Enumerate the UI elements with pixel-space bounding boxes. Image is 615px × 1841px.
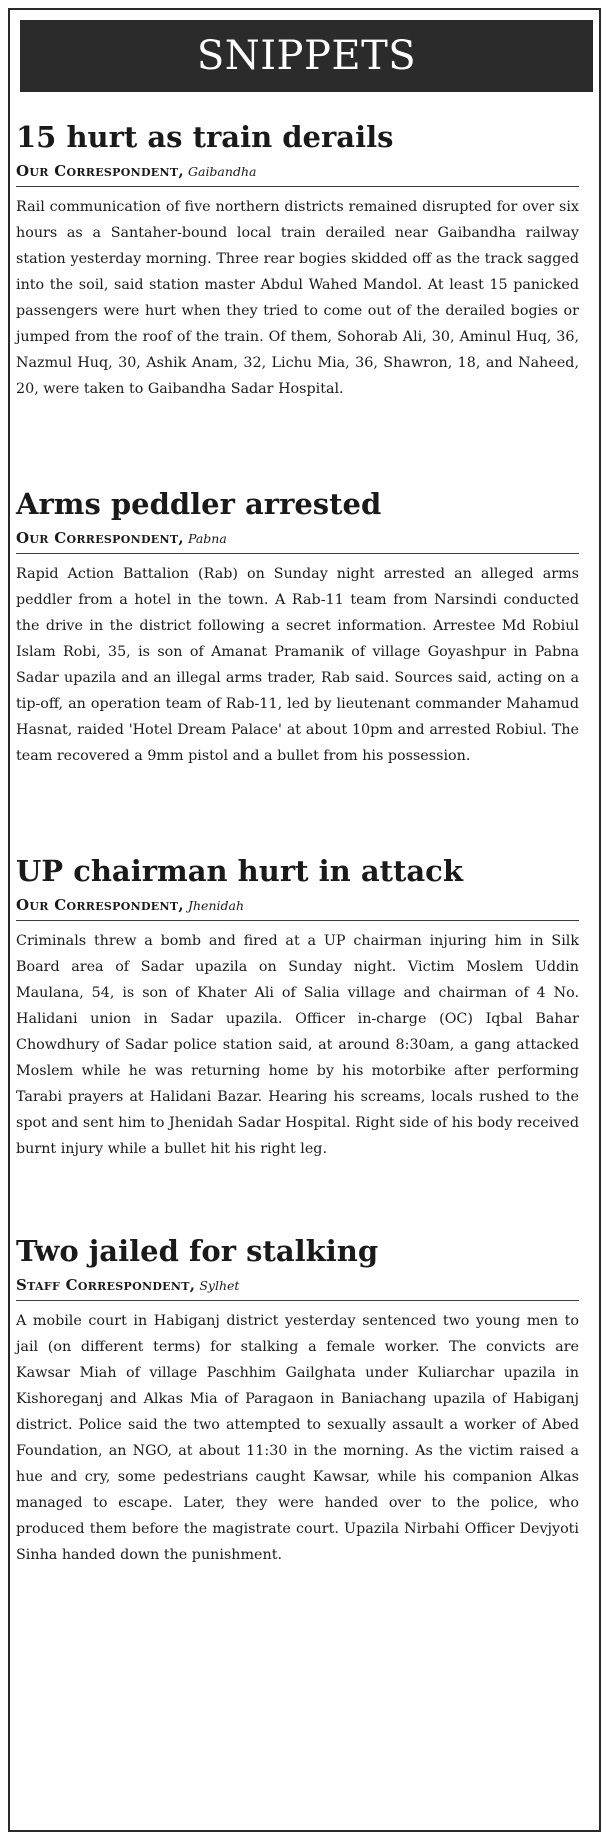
article-headline: Two jailed for stalking bbox=[16, 1234, 379, 1268]
byline-place: Pabna bbox=[188, 531, 227, 546]
article-body: Rail communication of five northern districts remained disrupted for over six hours as a Santaher-bound local train derailed near Gaibandha railway station yesterday morning. Three rear bogies skidded off as the track sagged into the soil, said station master Abdul Wahed Mandol. At least 15 panicked passengers were hurt when they tried to come out of the derailed bogies or jumped from the roof of the train. Of them, Sohorab Ali, 30, Aminul Huq, 36, Nazmul Huq, 30, Ashik Anam, 32, Lichu Mia, 36, Shawron, 18, and Naheed, 20, were taken to Gaibandha Sadar Hospital. bbox=[16, 199, 579, 397]
article-train-derail bbox=[16, 118, 579, 402]
article-arms-peddler bbox=[16, 485, 579, 769]
byline-role: Our Correspondent, bbox=[16, 896, 184, 914]
article-body: Rapid Action Battalion (Rab) on Sunday night arrested an alleged arms peddler from a hotel in the town. A Rab-11 team from Narsindi conducted the drive in the district following a secret information. Arrestee Md Robiul Islam Robi, 35, is son of Amanat Pramanik of village Goyashpur in Pabna Sadar upazila and an illegal arms trader, Rab said. Sources said, acting on a tip-off, an operation team of Rab-11, led by lieutenant commander Mahamud Hasnat, raided 'Hotel Dream Palace' at about 10pm and arrested Robiul. The team recovered a 9mm pistol and a bullet from his possession. bbox=[16, 566, 579, 764]
article-stalking bbox=[16, 1232, 579, 1568]
article-body: Criminals threw a bomb and fired at a UP chairman injuring him in Silk Board area of Sadar upazila on Sunday night. Victim Moslem Uddin Maulana, 54, is son of Khater Ali of Salia village and chairman of 4 No. Halidani union in Sadar upazila. Officer in-charge (OC) Iqbal Bahar Chowdhury of Sadar police station said, at around 8:30am, a gang attacked Moslem while he was returning home by his motorbike after performing Tarabi prayers at Halidani Bazar. Hearing his screams, locals rushed to the spot and sent him to Jhenidah Sadar Hospital. Right side of his body received burnt injury while a bullet hit his right leg. bbox=[16, 933, 579, 1157]
section-banner: SNIPPETS bbox=[20, 20, 593, 92]
article-headline: 15 hurt as train derails bbox=[16, 120, 394, 154]
article-byline bbox=[16, 156, 579, 187]
byline-role: Staff Correspondent, bbox=[16, 1276, 196, 1294]
article-byline bbox=[16, 890, 579, 921]
article-byline bbox=[16, 1270, 579, 1301]
byline-place: Sylhet bbox=[199, 1278, 240, 1293]
article-byline bbox=[16, 523, 579, 554]
byline-place: Gaibandha bbox=[188, 164, 257, 179]
article-body: A mobile court in Habiganj district yesterday sentenced two young men to jail (on different terms) for stalking a female worker. The convicts are Kawsar Miah of village Paschhim Gailghata under Kuliarchar upazila in Kishoreganj and Alkas Mia of Paragaon in Baniachang upazila of Habiganj district. Police said the two attempted to sexually assault a worker of Abed Foundation, an NGO, at about 11:30 in the morning. As the victim raised a hue and cry, some pedestrians caught Kawsar, while his companion Alkas managed to escape. Later, they were handed over to the police, who produced them before the magistrate court. Upazila Nirbahi Officer Devjyoti Sinha handed down the punishment. bbox=[16, 1313, 579, 1563]
byline-role: Our Correspondent, bbox=[16, 162, 184, 180]
article-headline: UP chairman hurt in attack bbox=[16, 854, 463, 888]
byline-place: Jhenidah bbox=[188, 898, 245, 913]
byline-role: Our Correspondent, bbox=[16, 529, 184, 547]
article-headline: Arms peddler arrested bbox=[16, 487, 382, 521]
article-up-chairman bbox=[16, 852, 579, 1162]
